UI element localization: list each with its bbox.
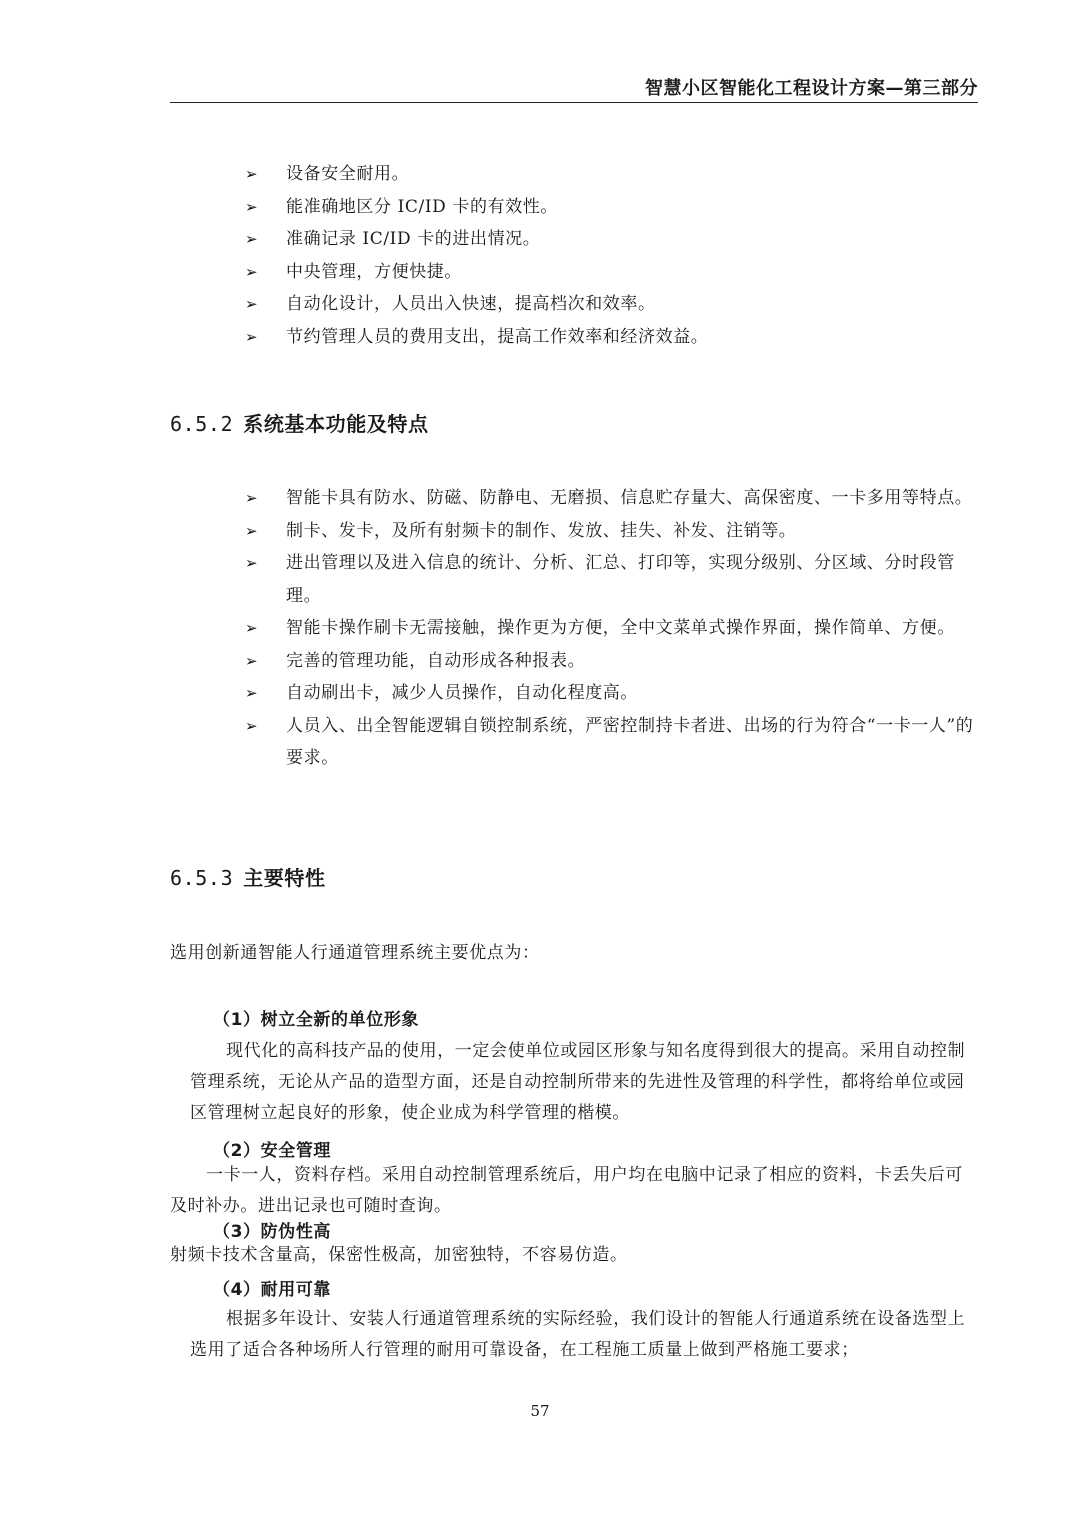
feature-title: （1）树立全新的单位形象 [213, 1010, 420, 1030]
feature-title: （2）安全管理 [213, 1141, 332, 1161]
list-item: ➢ 智能卡操作刷卡无需接触，操作更为方便，全中文菜单式操作界面，操作简单、方便。 [245, 612, 975, 645]
list-item: ➢ 人员入、出全智能逻辑自锁控制系统，严密控制持卡者进、出场的行为符合“一卡一人”的要求。 [245, 710, 975, 775]
page-number: 57 [530, 1402, 550, 1420]
arrow-bullet-icon: ➢ [245, 230, 259, 248]
arrow-bullet-icon: ➢ [245, 619, 259, 637]
feature-body: 射频卡技术含量高，保密性极高，加密独特，不容易仿造。 [170, 1245, 628, 1265]
feature-title: （3）防伪性高 [213, 1222, 332, 1242]
list-item: ➢ 中央管理，方便快捷。 [245, 256, 975, 289]
feature-body: 一卡一人，资料存档。采用自动控制管理系统后，用户均在电脑中记录了相应的资料，卡丢失后可及时补办。进出记录也可随时查询。 [170, 1165, 963, 1216]
feature-title: （4）耐用可靠 [213, 1280, 332, 1300]
list-item: ➢ 设备安全耐用。 [245, 158, 975, 191]
feature-list-1 [245, 158, 975, 353]
intro-paragraph: 选用创新通智能人行通道管理系统主要优点为： [170, 943, 540, 963]
list-item: ➢ 能准确地区分 IC/ID 卡的有效性。 [245, 191, 975, 224]
list-item: ➢ 自动刷出卡，减少人员操作，自动化程度高。 [245, 677, 975, 710]
page-header [170, 74, 978, 103]
arrow-bullet-icon: ➢ [245, 197, 259, 216]
arrow-bullet-icon: ➢ [245, 684, 259, 702]
feature-body: 现代化的高科技产品的使用，一定会使单位或园区形象与知名度得到很大的提高。采用自动控制管理系统，无论从产品的造型方面，还是自动控制所带来的先进性及管理的科学性，都将给单位或园区管理树立起良好的形象，使企业成为科学管理的楷模。 [190, 1041, 966, 1123]
arrow-bullet-icon: ➢ [245, 521, 259, 540]
arrow-bullet-icon: ➢ [245, 651, 259, 670]
list-item: ➢ 完善的管理功能，自动形成各种报表。 [245, 645, 975, 678]
arrow-bullet-icon: ➢ [245, 165, 259, 183]
arrow-bullet-icon: ➢ [245, 554, 259, 572]
arrow-bullet-icon: ➢ [245, 262, 259, 281]
list-item: ➢ 节约管理人员的费用支出，提高工作效率和经济效益。 [245, 321, 975, 354]
section-heading-6-5-2: 6.5.2 系统基本功能及特点 [170, 412, 429, 436]
section-heading-6-5-3: 6.5.3 主要特性 [170, 866, 326, 890]
arrow-bullet-icon: ➢ [245, 327, 259, 346]
header-title: 智慧小区智能化工程设计方案—第三部分 [645, 78, 978, 99]
arrow-bullet-icon: ➢ [245, 716, 259, 735]
list-item: ➢ 智能卡具有防水、防磁、防静电、无磨损、信息贮存量大、高保密度、一卡多用等特点。 [245, 482, 975, 515]
arrow-bullet-icon: ➢ [245, 489, 259, 507]
list-item: ➢ 准确记录 IC/ID 卡的进出情况。 [245, 223, 975, 256]
feature-body: 根据多年设计、安装人行通道管理系统的实际经验，我们设计的智能人行通道系统在设备选型上选用了适合各种场所人行管理的耐用可靠设备，在工程施工质量上做到严格施工要求； [190, 1309, 966, 1360]
feature-list-2 [245, 482, 975, 775]
list-item: ➢ 进出管理以及进入信息的统计、分析、汇总、打印等，实现分级别、分区域、分时段管理。 [245, 547, 975, 612]
list-item: ➢ 自动化设计，人员出入快速，提高档次和效率。 [245, 288, 975, 321]
arrow-bullet-icon: ➢ [245, 295, 259, 313]
list-item: ➢ 制卡、发卡，及所有射频卡的制作、发放、挂失、补发、注销等。 [245, 515, 975, 548]
